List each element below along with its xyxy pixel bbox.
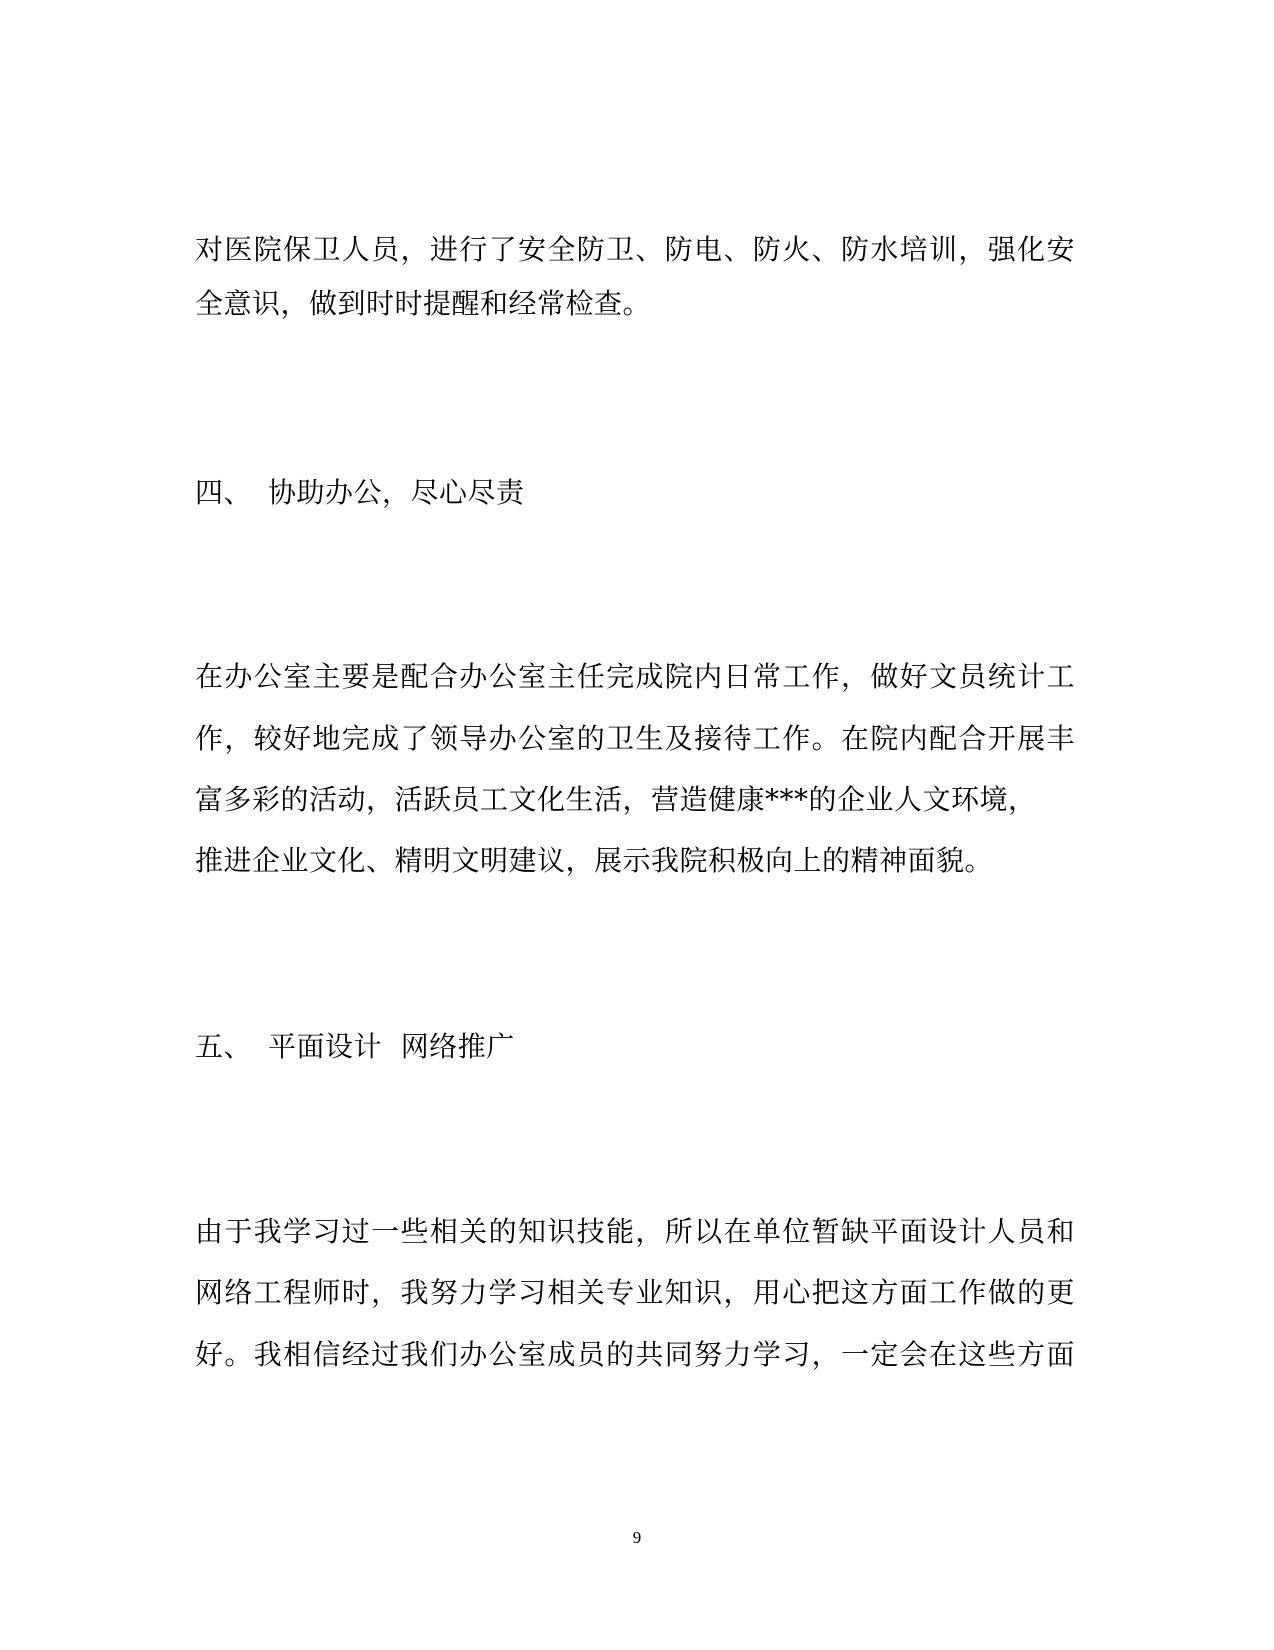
section-title: 平面设计 网络推广 bbox=[268, 1030, 515, 1063]
paragraph-3-line-3: 好。我相信经过我们办公室成员的共同努力学习，一定会在这些方面 bbox=[195, 1338, 1075, 1371]
paragraph-3-line-1: 由于我学习过一些相关的知识技能，所以在单位暂缺平面设计人员和 bbox=[195, 1215, 1075, 1248]
paragraph-2-line-4: 推进企业文化、精明文明建议，展示我院积极向上的精神面貌。 bbox=[195, 844, 994, 877]
paragraph-1-line-2: 全意识，做到时时提醒和经常检查。 bbox=[195, 287, 652, 320]
paragraph-2-line-3: 富多彩的活动，活跃员工文化生活，营造健康***的企业人文环境， bbox=[195, 783, 1037, 816]
section-heading-5 bbox=[195, 1029, 1075, 1065]
section-number: 四、 bbox=[195, 476, 253, 509]
section-number: 五、 bbox=[195, 1030, 253, 1063]
section-title: 协助办公，尽心尽责 bbox=[268, 476, 525, 509]
section-heading-4 bbox=[195, 475, 1075, 511]
paragraph-1-line-1: 对医院保卫人员，进行了安全防卫、防电、防火、防水培训，强化安 bbox=[195, 233, 1075, 266]
paragraph-3-line-2: 网络工程师时，我努力学习相关专业知识，用心把这方面工作做的更 bbox=[195, 1276, 1075, 1309]
paragraph-2-line-2: 作，较好地完成了领导办公室的卫生及接待工作。在院内配合开展丰 bbox=[195, 722, 1075, 755]
paragraph-2-line-1: 在办公室主要是配合办公室主任完成院内日常工作，做好文员统计工 bbox=[195, 660, 1075, 693]
page-number: 9 bbox=[632, 1528, 642, 1547]
